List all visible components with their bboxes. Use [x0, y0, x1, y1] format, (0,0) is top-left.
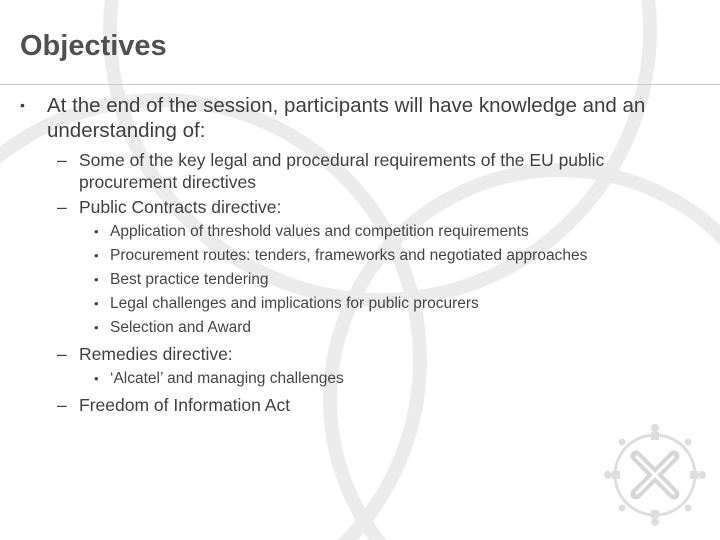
sub-list-item — [94, 294, 710, 314]
bullet-icon: • — [94, 320, 99, 335]
list-item-text: Some of the key legal and procedural requirements of the EU public procurement directives — [79, 150, 605, 192]
dash-icon: – — [57, 150, 67, 170]
sub-list-item — [94, 369, 710, 389]
intro-bullet — [20, 93, 697, 143]
list-item-text: Freedom of Information Act — [79, 395, 291, 415]
list-item — [57, 394, 699, 416]
sub-list-item-text: Procurement routes: tenders, frameworks and negotiated approaches — [110, 247, 588, 264]
bullet-icon: • — [94, 296, 99, 311]
list-item — [57, 343, 699, 365]
sub-list-item-text: Application of threshold values and competition requirements — [110, 223, 529, 240]
bullet-icon: • — [94, 248, 99, 263]
bullet-icon: • — [94, 371, 99, 386]
cross-compass-logo-icon — [600, 420, 710, 530]
slide-title: Objectives — [20, 30, 167, 62]
dash-icon: – — [57, 344, 67, 364]
sub-list-item-text: Legal challenges and implications for public procurers — [110, 295, 479, 312]
bullet-icon: • — [94, 224, 99, 239]
sub-list-item — [94, 246, 710, 266]
sub-list-item — [94, 270, 710, 290]
sub-list-item-text: Selection and Award — [110, 319, 252, 336]
dash-icon: – — [57, 395, 67, 415]
dash-icon: – — [57, 197, 67, 217]
list-item — [57, 196, 699, 218]
bullet-icon: • — [20, 97, 25, 113]
sub-list-item — [94, 222, 710, 242]
sub-list-item — [94, 318, 710, 338]
intro-text: At the end of the session, participants will have knowledge and an understanding of: — [47, 94, 646, 142]
sub-list-item-text: Best practice tendering — [110, 271, 269, 288]
sub-list-item-text: ‘Alcatel’ and managing challenges — [110, 370, 344, 387]
list-item-text: Remedies directive: — [79, 344, 233, 364]
bullet-icon: • — [94, 272, 99, 287]
list-item — [57, 149, 699, 193]
list-item-text: Public Contracts directive: — [79, 197, 282, 217]
